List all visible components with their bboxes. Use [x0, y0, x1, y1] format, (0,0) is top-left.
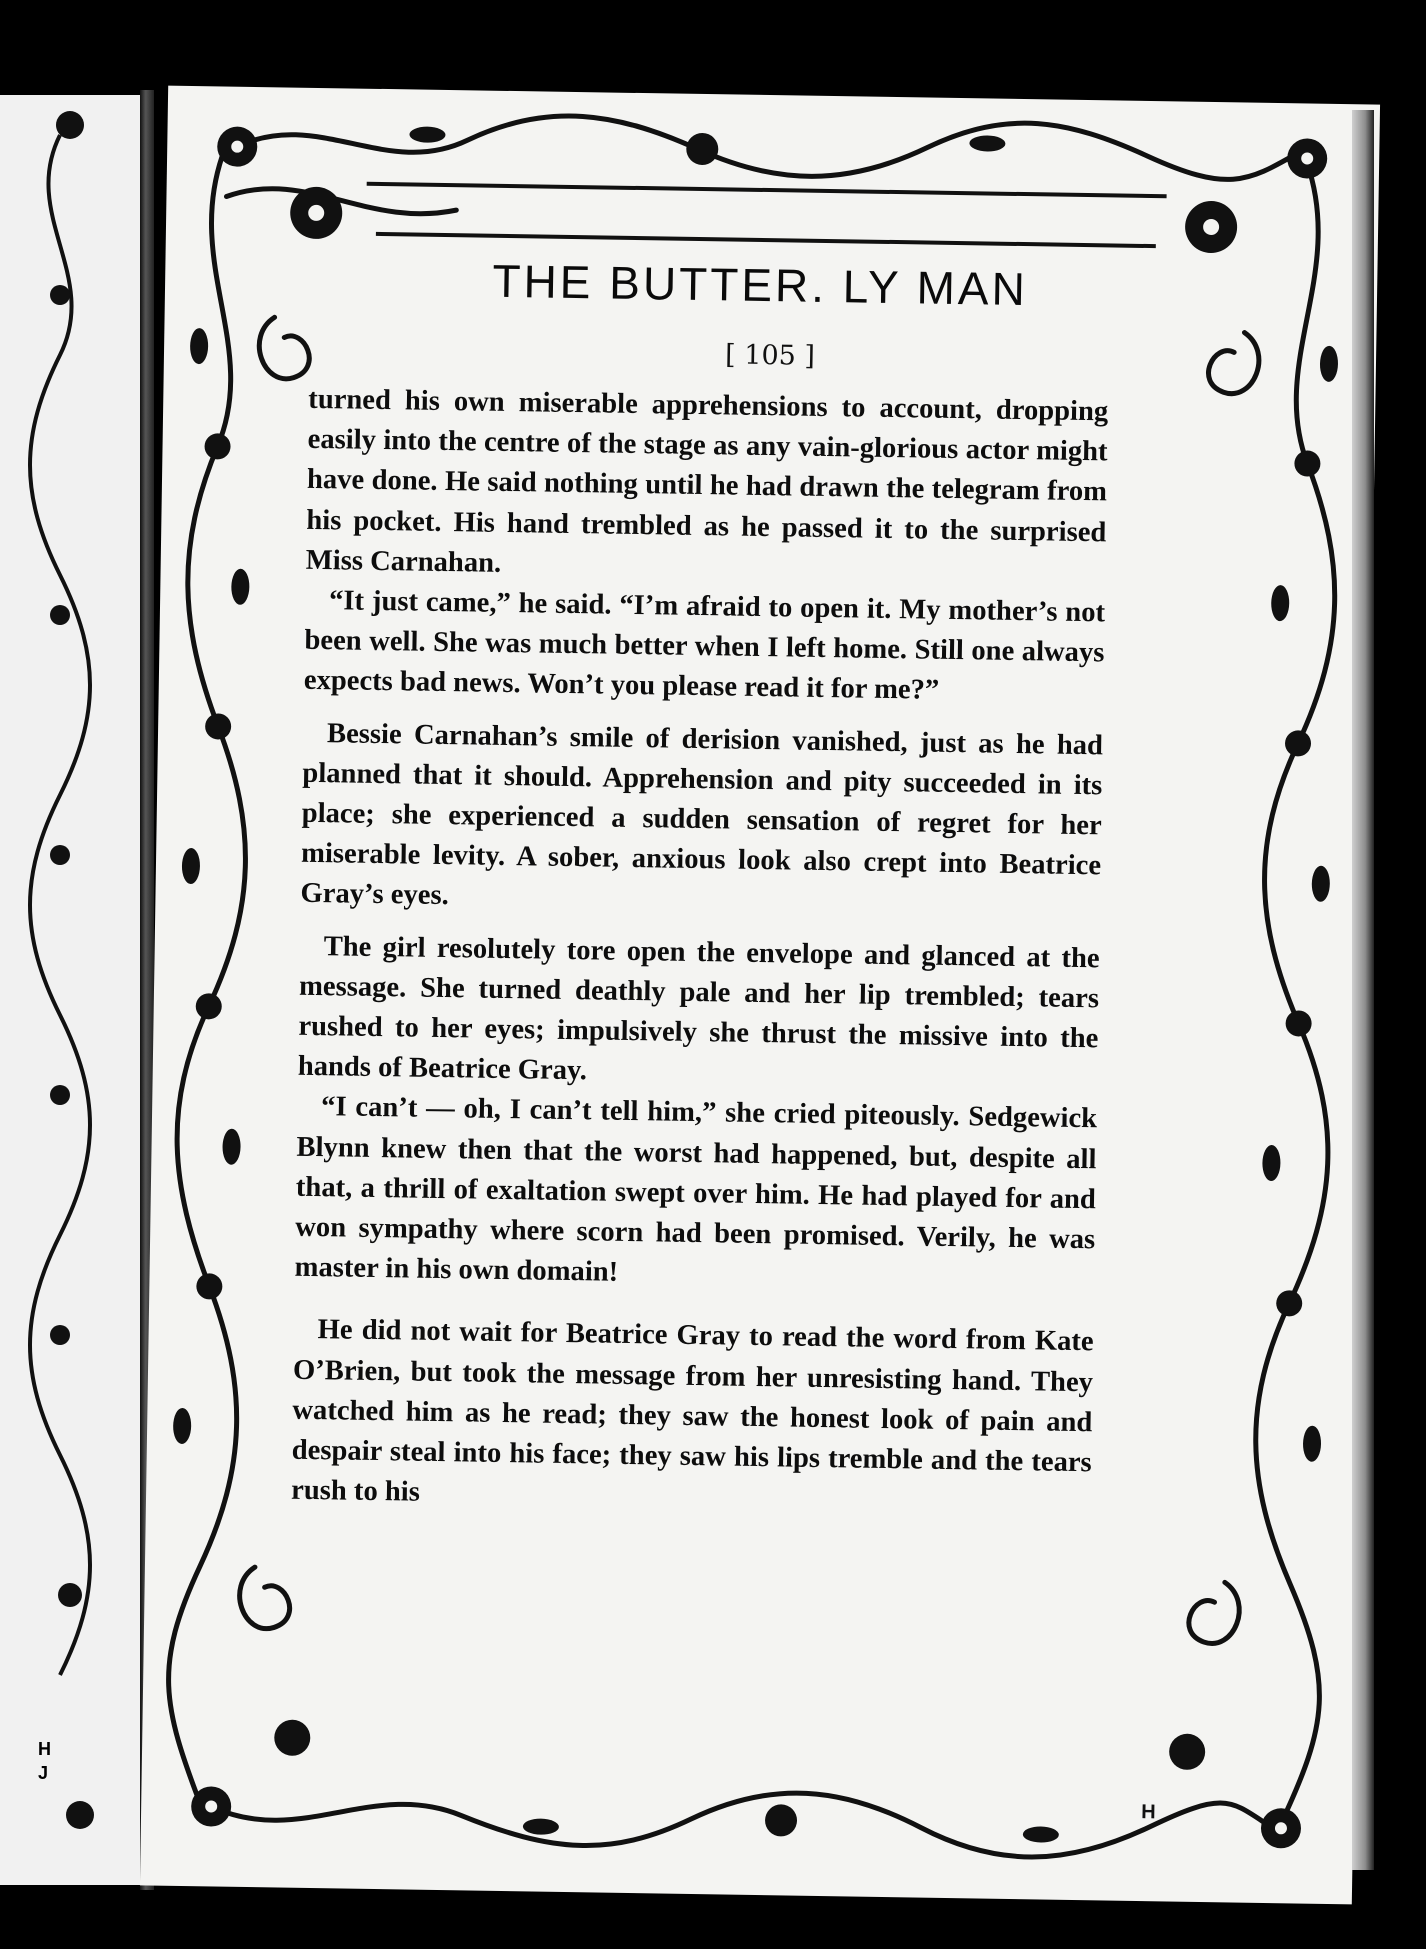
paragraph-3: Bessie Carnahan’s smile of derision vanished, just as he had planned that it should. Apprehension and pity succeeded in its place; she experienced a sudden sensation of regret for her miserable levity. A sober, anxious look also crept into Beatrice Gray’s eyes.: [300, 717, 1104, 912]
page-edge-shadow: [1352, 110, 1374, 1870]
page-number: [ 105 ]: [724, 339, 816, 372]
paragraph-5: “I can’t — oh, I can’t tell him,” she cried piteously. Sedgewick Blynn knew then that the worst had happened, but, despite all that, a thrill of exaltation swept over him. He had played for and won sympathy where scorn had been promised. Verily, he was master in his own domain!: [294, 1091, 1098, 1289]
paragraph-1: turned his own miserable apprehensions to account, dropping easily into the centre of the stage as any vain-glorious actor might have done. He said nothing until he had drawn the telegram from his pocket. His hand trembled as he passed it to the surprised Miss Carnahan.: [305, 383, 1109, 579]
running-header: [415, 240, 1106, 331]
signature-mark: H: [1141, 1801, 1156, 1824]
running-title: THE BUTTER. LY MAN: [476, 253, 1044, 316]
paragraph-6: He did not wait for Beatrice Gray to read the word from Kate O’Brien, but took the message from her unresisting hand. They watched him as he read; they saw the honest look of pain and despair steal into his face; they saw his lips tremble and the tears rush to his: [290, 1314, 1094, 1508]
paragraph-4: The girl resolutely tore open the envelope and glanced at the message. She turned deathly pale and her lip trembled; tears rushed to her eyes; impulsively she thrust the missive into the hands of Beatrice Gray.: [297, 930, 1100, 1087]
left-page-border-ornament: [0, 95, 140, 1885]
body-text: [291, 380, 1109, 1524]
left-mark-j: J: [38, 1763, 49, 1783]
left-mark-h: H: [38, 1739, 51, 1759]
paragraph-2: “It just came,” he said. “I’m afraid to open it. My mother’s not been well. She was much better when I left home. Still one always expects bad news. Won’t you please read it for me?”: [303, 585, 1106, 707]
left-page-fragment: [0, 95, 140, 1885]
page: [140, 86, 1380, 1905]
